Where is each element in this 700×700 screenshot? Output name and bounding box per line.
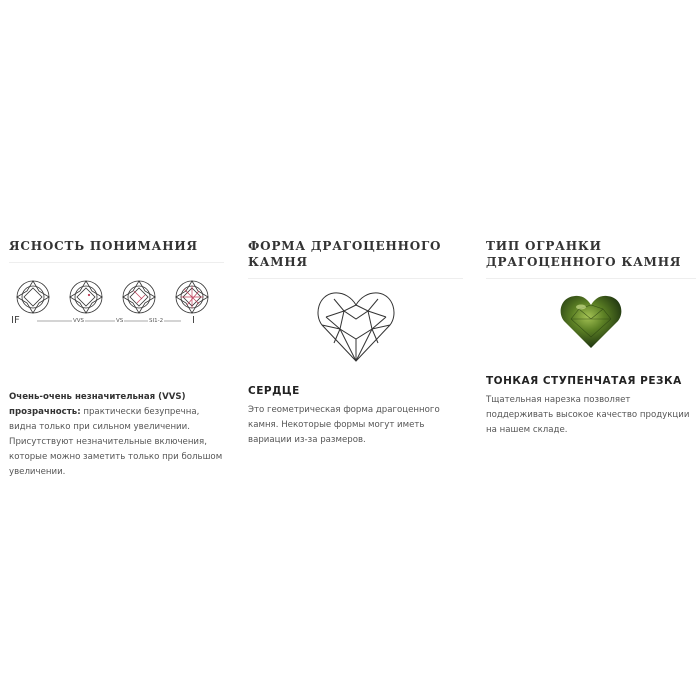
cut-description: Тщательная нарезка позволяет поддерживать высокое качество продукции на нашем складе. [486,395,690,435]
shape-heading: ФОРМА ДРАГОЦЕННОГО КАМНЯ [248,238,463,279]
shape-section [248,238,463,448]
clarity-section [9,238,224,480]
scale-label-i: I [192,315,195,326]
scale-label-si: SI1-2 [149,318,164,324]
shape-figure [248,289,463,367]
scale-label-vs: VS [116,318,124,324]
scale-label-vvs: VVS [73,318,85,324]
cut-section [486,238,696,438]
clarity-diamonds-icon [9,275,209,325]
clarity-description-bold: Очень-очень незначительная (VVS) прозрачность: [9,392,186,417]
shape-description: Это геометрическая форма драгоценного камня. Некоторые формы могут иметь вариации из-за размеров. [248,405,440,445]
clarity-heading: ЯСНОСТЬ ПОНИМАНИЯ [9,238,224,263]
clarity-description-text: практически безупречна, видна только при сильном увеличении. Присутствуют незначительные включения, которые можно заметить только при большом увеличении. [9,407,223,477]
cut-subtitle: ТОНКАЯ СТУПЕНЧАТАЯ РЕЗКА [486,375,682,387]
cut-heading: ТИП ОГРАНКИ ДРАГОЦЕННОГО КАМНЯ [486,238,696,279]
scale-label-if: IF [11,315,20,326]
green-heart-gem-icon [559,293,623,351]
cut-figure [486,293,696,357]
shape-subtitle: СЕРДЦЕ [248,385,300,397]
heart-outline-icon [316,289,396,365]
clarity-scale [9,275,209,340]
clarity-description [9,390,224,480]
